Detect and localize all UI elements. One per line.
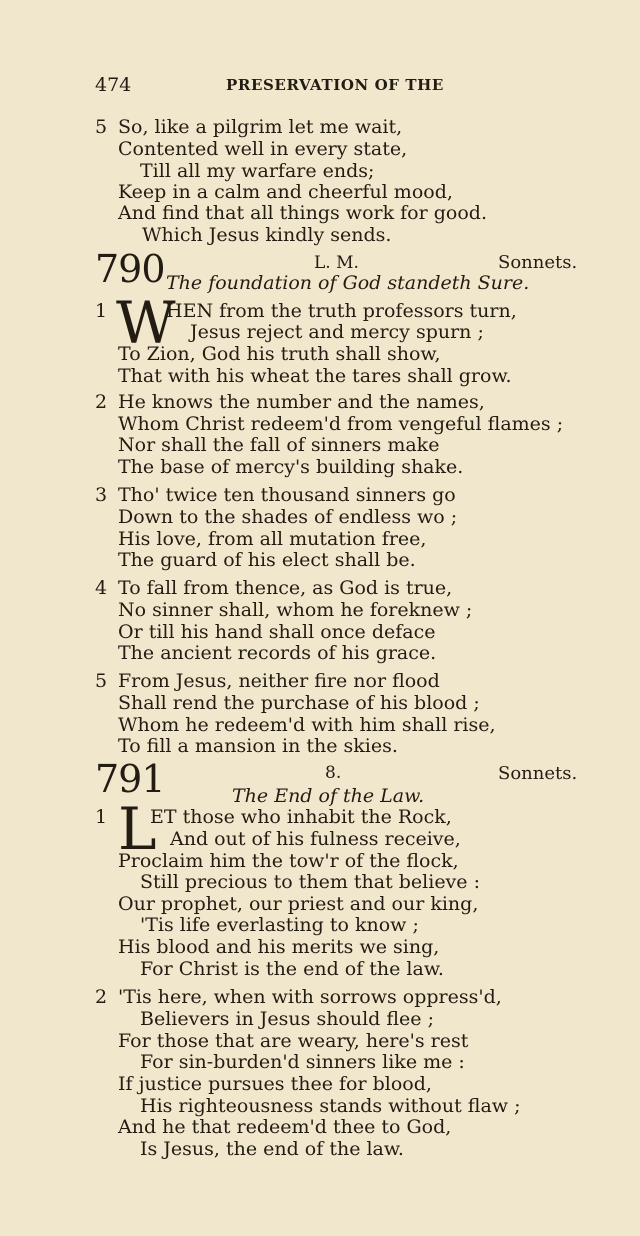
verse-line: To fill a mansion in the skies. [118, 735, 398, 757]
verse-line: Till all my warfare ends; [140, 160, 375, 182]
verse-number: 5 [95, 670, 108, 692]
verse-line: HEN from the truth professors turn, [166, 300, 517, 322]
verse-line: That with his wheat the tares shall grow. [118, 365, 512, 387]
hymn-number: 791 [95, 757, 165, 801]
verse-line: The ancient records of his grace. [118, 642, 437, 664]
drop-cap: L [118, 795, 157, 863]
hymn-tune: Sonnets. [498, 252, 578, 273]
hymn-number: 790 [95, 247, 165, 291]
verse-line: Jesus reject and mercy spurn ; [190, 321, 484, 343]
verse-line: Proclaim him the tow'r of the flock, [118, 850, 459, 872]
verse-line: Our prophet, our priest and our king, [118, 893, 479, 915]
verse-line: To fall from thence, as God is true, [118, 577, 453, 599]
verse-line: For those that are weary, here's rest [118, 1030, 469, 1052]
verse-line: His righteousness stands without flaw ; [140, 1095, 521, 1117]
verse-line: If justice pursues thee for blood, [118, 1073, 432, 1095]
verse-line: So, like a pilgrim let me wait, [118, 116, 403, 138]
verse-line: Is Jesus, the end of the law. [140, 1138, 404, 1160]
verse-number: 2 [95, 391, 108, 413]
hymn-meter: 8. [325, 763, 342, 783]
verse-number: 5 [95, 116, 108, 138]
verse-line: For Christ is the end of the law. [140, 958, 444, 980]
verse-line: Whom he redeem'd with him shall rise, [118, 714, 496, 736]
drop-cap: W [116, 289, 176, 357]
verse-line: And out of his fulness receive, [170, 828, 461, 850]
verse-line: Still precious to them that believe : [140, 871, 480, 893]
verse-line: He knows the number and the names, [118, 391, 485, 413]
verse-line: His love, from all mutation free, [118, 528, 427, 550]
verse-number: 3 [95, 484, 108, 506]
verse-line: To Zion, God his truth shall show, [118, 343, 441, 365]
page-number: 474 [95, 74, 132, 96]
running-title: PRESERVATION OF THE [226, 76, 444, 94]
verse-line: Keep in a calm and cheerful mood, [118, 181, 453, 203]
verse-line: Contented well in every state, [118, 138, 408, 160]
verse-number: 1 [95, 806, 108, 828]
verse-line: ET those who inhabit the Rock, [150, 806, 452, 828]
verse-number: 4 [95, 577, 108, 599]
hymn-tune: Sonnets. [498, 763, 578, 784]
verse-line: For sin-burden'd sinners like me : [140, 1051, 465, 1073]
verse-line: Tho' twice ten thousand sinners go [118, 484, 456, 506]
verse-line: And find that all things work for good. [118, 202, 487, 224]
verse-line: 'Tis life everlasting to know ; [140, 914, 419, 936]
verse-line: Nor shall the fall of sinners make [118, 434, 440, 456]
verse-line: Whom Christ redeem'd from vengeful flames ; [118, 413, 564, 435]
verse-line: His blood and his merits we sing, [118, 936, 440, 958]
verse-line: The guard of his elect shall be. [118, 549, 416, 571]
verse-line: Down to the shades of endless wo ; [118, 506, 458, 528]
verse-line: The base of mercy's building shake. [118, 456, 464, 478]
verse-number: 2 [95, 986, 108, 1008]
verse-line: No sinner shall, whom he foreknew ; [118, 599, 473, 621]
verse-line: Which Jesus kindly sends. [142, 224, 392, 246]
hymn-subtitle: The End of the Law. [232, 785, 425, 807]
verse-line: 'Tis here, when with sorrows oppress'd, [118, 986, 502, 1008]
verse-line: Believers in Jesus should flee ; [140, 1008, 434, 1030]
verse-number: 1 [95, 300, 108, 322]
hymn-meter: L. M. [314, 253, 359, 273]
hymn-subtitle: The foundation of God standeth Sure. [166, 272, 530, 294]
verse-line: From Jesus, neither fire nor flood [118, 670, 440, 692]
verse-line: Or till his hand shall once deface [118, 621, 436, 643]
verse-line: And he that redeem'd thee to God, [118, 1116, 452, 1138]
verse-line: Shall rend the purchase of his blood ; [118, 692, 480, 714]
